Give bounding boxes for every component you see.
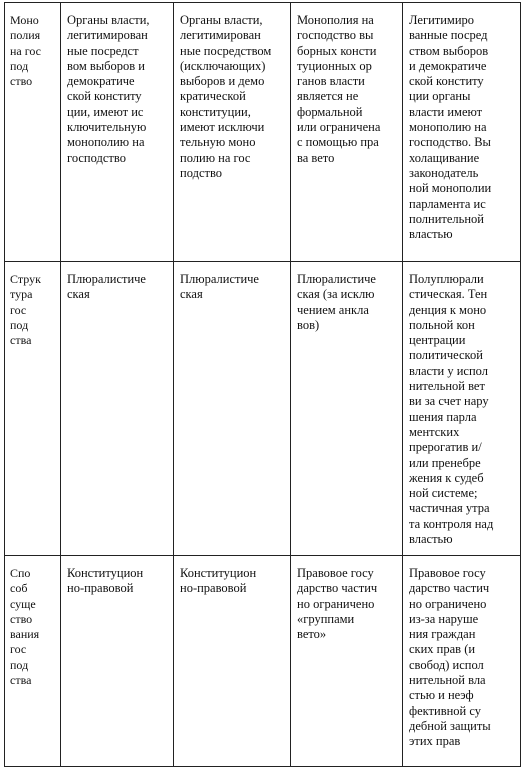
table-cell: Органы власти, легитимирован ные посредст вом выборов и демократиче ской конститу ции, имеют ис ключительную монополию на господство: [61, 3, 174, 262]
table-cell: Плюралистиче ская (за исклю чением анкла вов): [291, 262, 403, 556]
table-cell: Плюралистиче ская: [174, 262, 291, 556]
table-cell: Монополия на господство вы борных консти туционных ор ганов власти является не формальной или ограничена с помощью пра ва вето: [291, 3, 403, 262]
table-cell: Конституцион но-правовой: [174, 556, 291, 767]
table-cell: Конституцион но-правовой: [61, 556, 174, 767]
table-cell: Правовое госу дарство частич но ограничено «группами вето»: [291, 556, 403, 767]
table-row: [5, 262, 521, 556]
row-header-cell: Струк тура гос под ства: [5, 262, 61, 556]
comparison-table: [4, 2, 521, 767]
row-header-cell: Моно полия на гос под ство: [5, 3, 61, 262]
table-cell: Правовое госу дарство частич но ограничено из-за наруше ния граждан ских прав (и свобод) испол нительной вла стью и неэф фективной су дебной защиты этих прав: [403, 556, 521, 767]
table-cell: Органы власти, легитимирован ные посредством (исключающих) выборов и демо кратической конституции, имеют исключи тельную моно полию на гос подство: [174, 3, 291, 262]
table-cell: Легитимиро ванные посред ством выборов и демократиче ской конститу ции органы власти имеют монополию на господство. Вы холащивание законодатель ной монополии парламента ис полнительной властью: [403, 3, 521, 262]
table-row: [5, 3, 521, 262]
table-cell: Полуплюрали стическая. Тен денция к моно польной кон центрации политической власти у испол нительной вет ви за счет нару шения парла ментских прерогатив и/ или пренебре жения к судеб ной системе; частичная утра та контроля над властью: [403, 262, 521, 556]
row-header-cell: Спо соб суще ство вания гос под ства: [5, 556, 61, 767]
table-cell: Плюралистиче ская: [61, 262, 174, 556]
table-row: [5, 556, 521, 767]
